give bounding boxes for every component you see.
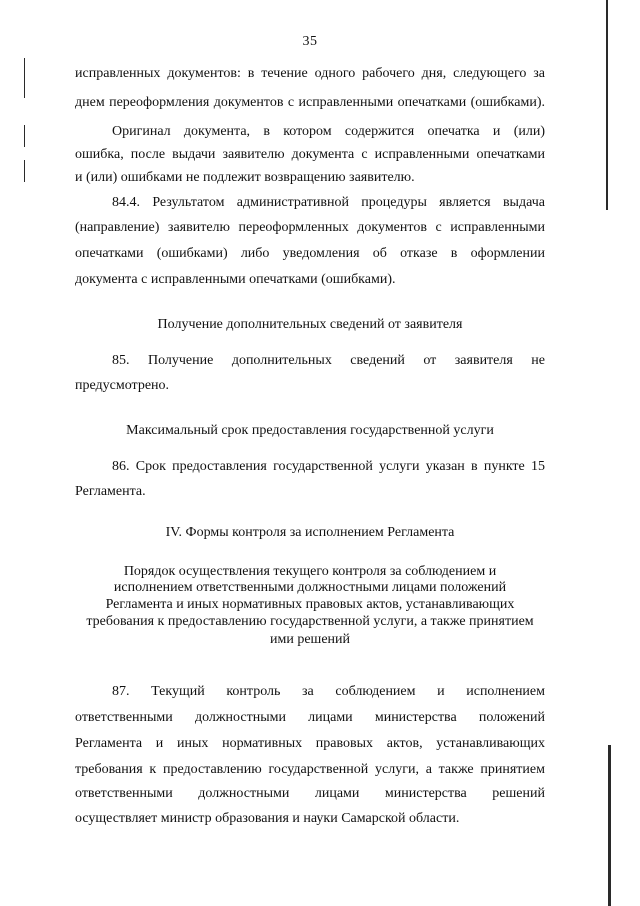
paragraph-line: ответственными должностными лицами министерства решений <box>75 786 545 801</box>
section-heading: Получение дополнительных сведений от заявителя <box>157 317 463 332</box>
section-title: IV. Формы контроля за исполнением Регламента <box>165 525 455 540</box>
paragraph-line: исправленных документов: в течение одного рабочего дня, следующего за <box>75 66 545 81</box>
paragraph-line: опечатками (ошибками) либо уведомления об отказе в оформлении <box>75 246 545 261</box>
paragraph-line: предусмотрено. <box>75 378 170 393</box>
paragraph-line: Регламента и иных нормативных правовых актов, устанавливающих <box>75 736 545 751</box>
paragraph-line: и (или) ошибками не подлежит возвращению заявителю. <box>75 170 415 185</box>
paragraph-line: 84.4. Результатом административной процедуры является выдача <box>112 195 545 210</box>
section-heading: Максимальный срок предоставления государственной услуги <box>126 423 494 438</box>
paragraph-line: 85. Получение дополнительных сведений от заявителя не <box>112 353 545 368</box>
subsection-title-line: Порядок осуществления текущего контроля за соблюдением и <box>123 564 497 579</box>
paragraph-line: (направление) заявителю переоформленных документов с исправленными <box>75 220 545 235</box>
paragraph-line: документа с исправленными опечатками (ошибками). <box>75 272 396 287</box>
paragraph-line: днем переоформления документов с исправленными опечатками (ошибками). <box>75 95 545 110</box>
subsection-title-line: Регламента и иных нормативных правовых актов, устанавливающих <box>105 597 515 612</box>
paragraph-line: ошибка, после выдачи заявителю документа с исправленными опечатками <box>75 147 545 162</box>
subsection-title-line: ими решений <box>269 632 351 647</box>
scan-margin-mark <box>24 125 25 147</box>
paragraph-line: ответственными должностными лицами министерства положений <box>75 710 545 725</box>
paragraph-line: Регламента. <box>75 484 146 499</box>
paragraph-line: осуществляет министр образования и науки Самарской области. <box>75 811 460 826</box>
scan-margin-mark <box>24 58 25 98</box>
scan-margin-mark <box>24 160 25 182</box>
paragraph-line: требования к предоставлению государственной услуги, а также принятием <box>75 762 545 777</box>
paragraph-line: 86. Срок предоставления государственной услуги указан в пункте 15 <box>112 459 545 474</box>
subsection-title-line: требования к предоставлению государственной услуги, а также принятием <box>86 614 534 629</box>
scan-margin-mark <box>606 0 608 210</box>
subsection-title-line: исполнением ответственными должностными лицами положений <box>113 580 507 595</box>
page-number: 35 <box>302 34 318 49</box>
paragraph-line: 87. Текущий контроль за соблюдением и исполнением <box>112 684 545 699</box>
scan-margin-mark <box>608 745 611 906</box>
paragraph-line: Оригинал документа, в котором содержится опечатка и (или) <box>112 124 545 139</box>
